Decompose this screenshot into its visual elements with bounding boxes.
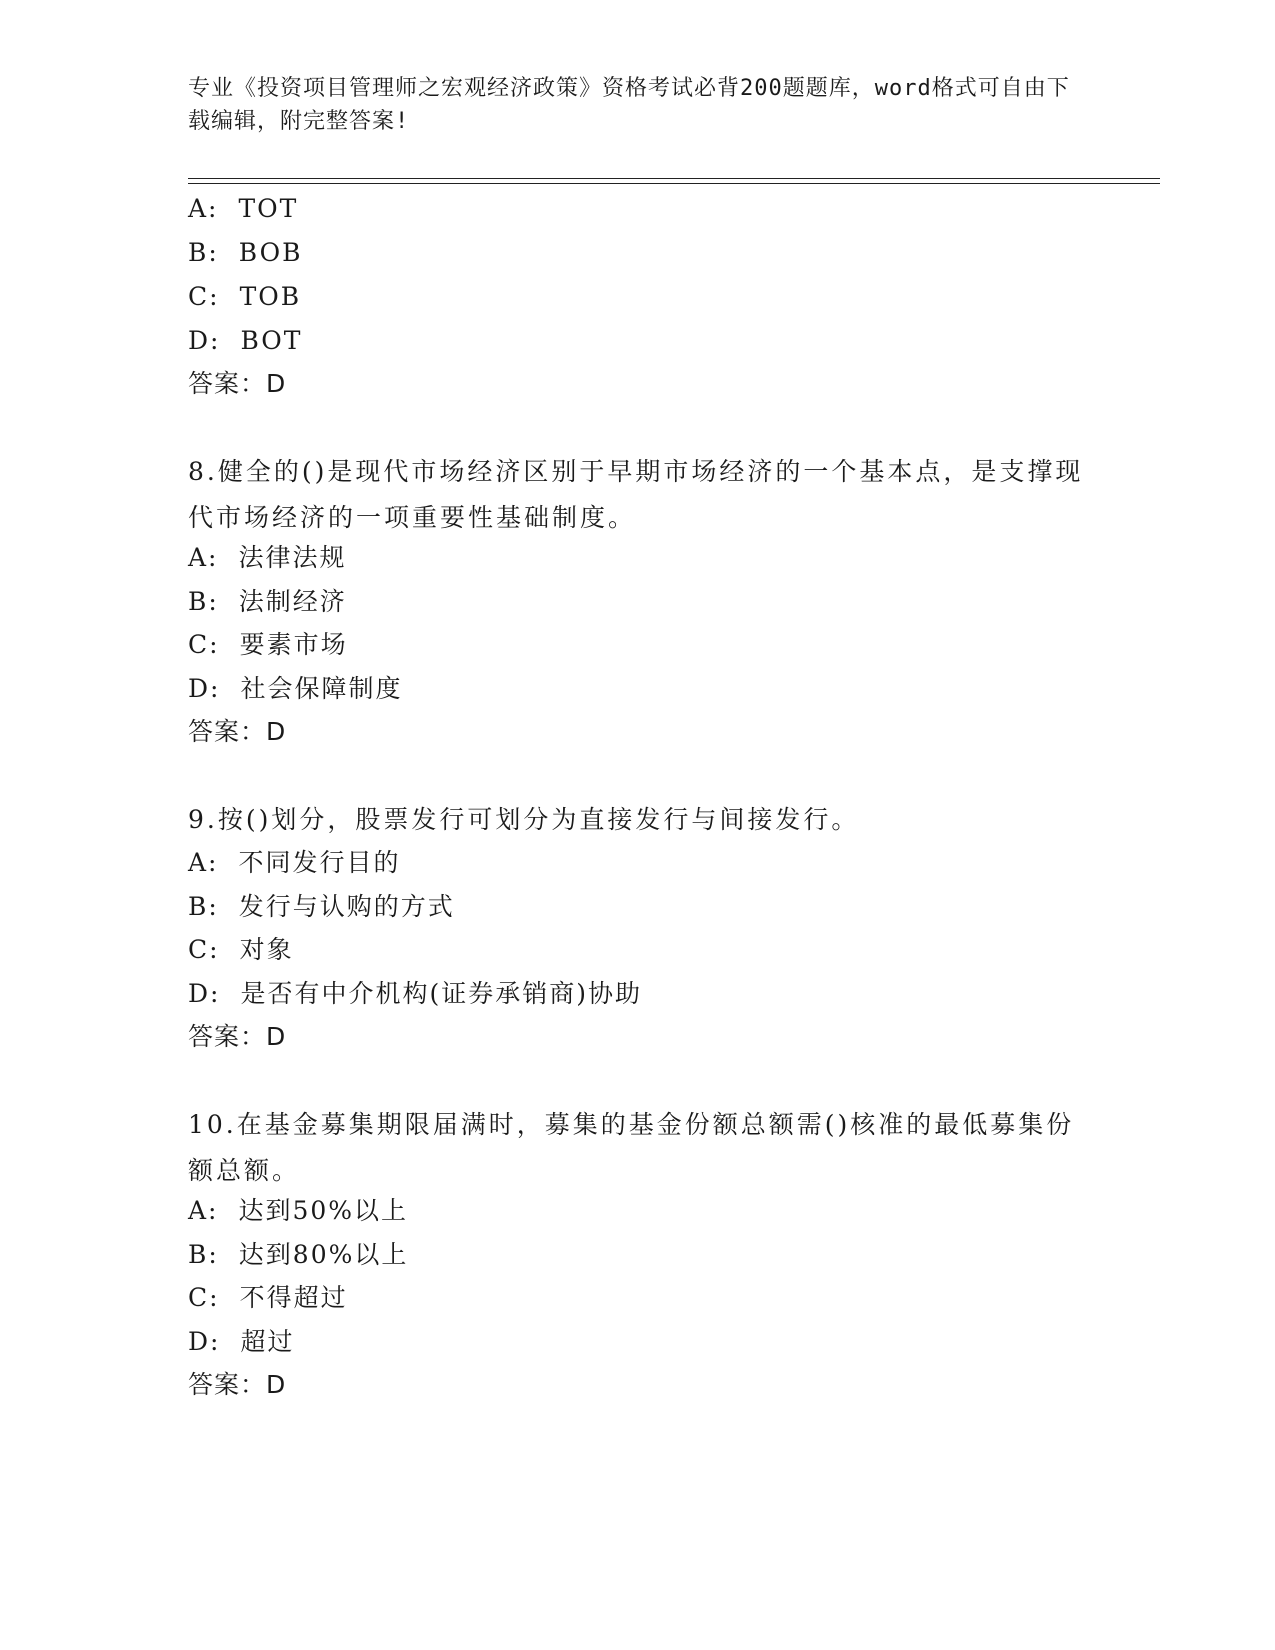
option-text: 社会保障制度 xyxy=(240,674,403,703)
q10-option-a xyxy=(188,1194,408,1228)
q8-option-a xyxy=(188,541,347,575)
option-key: D: xyxy=(188,979,221,1008)
q7-option-b xyxy=(188,236,303,270)
q8-option-d xyxy=(188,672,402,706)
option-key: D: xyxy=(188,326,221,355)
q10-option-b xyxy=(188,1238,408,1272)
q10-option-c xyxy=(188,1281,348,1315)
q9-option-b xyxy=(188,890,455,924)
option-text: 要素市场 xyxy=(239,630,348,659)
option-text: 是否有中介机构(证券承销商)协助 xyxy=(240,979,642,1008)
option-key: A: xyxy=(188,848,219,877)
q10-option-d xyxy=(188,1325,294,1359)
option-key: A: xyxy=(188,194,219,223)
option-key: A: xyxy=(188,543,219,572)
q8-answer: 答案：D xyxy=(188,717,287,746)
option-text: BOT xyxy=(240,326,303,355)
document-header: 专业《投资项目管理师之宏观经济政策》资格考试必背200题题库，word格式可自由下载编辑，附完整答案! xyxy=(188,76,1070,134)
option-key: B: xyxy=(188,1240,219,1269)
option-key: C: xyxy=(188,630,220,659)
option-text: 达到50%以上 xyxy=(238,1196,409,1225)
option-text: 超过 xyxy=(240,1327,295,1356)
option-text: TOT xyxy=(238,194,299,223)
option-key: D: xyxy=(188,674,221,703)
option-key: B: xyxy=(188,238,219,267)
option-key: C: xyxy=(188,282,220,311)
q8-stem: 8.健全的()是现代市场经济区别于早期市场经济的一个基本点，是支撑现代市场经济的一项重要性基础制度。 xyxy=(188,457,1084,532)
q7-option-c xyxy=(188,280,301,314)
option-key: D: xyxy=(188,1327,221,1356)
option-key: C: xyxy=(188,1283,220,1312)
q9-answer: 答案：D xyxy=(188,1022,287,1051)
q9-option-a xyxy=(188,846,401,880)
option-text: 不同发行目的 xyxy=(238,848,401,877)
q8-option-b xyxy=(188,585,347,619)
option-text: 达到80%以上 xyxy=(238,1240,409,1269)
option-text: 发行与认购的方式 xyxy=(238,892,455,921)
q7-option-d xyxy=(188,324,302,358)
option-text: 不得超过 xyxy=(239,1283,348,1312)
q7-answer: 答案：D xyxy=(188,369,287,398)
option-text: TOB xyxy=(239,282,302,311)
q10-answer: 答案：D xyxy=(188,1370,287,1399)
option-key: A: xyxy=(188,1196,219,1225)
q9-option-d xyxy=(188,977,642,1011)
option-key: B: xyxy=(188,587,219,616)
header-divider-bottom xyxy=(188,183,1160,184)
option-text: BOB xyxy=(238,238,303,267)
option-text: 法律法规 xyxy=(238,543,347,572)
q8-option-c xyxy=(188,628,348,662)
q7-option-a xyxy=(188,192,298,226)
q10-stem: 10.在基金募集期限届满时，募集的基金份额总额需()核准的最低募集份额总额。 xyxy=(188,1110,1075,1185)
q9-stem: 9.按()划分，股票发行可划分为直接发行与间接发行。 xyxy=(188,805,860,834)
option-text: 对象 xyxy=(239,935,294,964)
header-divider-top xyxy=(188,178,1160,179)
option-key: C: xyxy=(188,935,220,964)
option-text: 法制经济 xyxy=(238,587,347,616)
option-key: B: xyxy=(188,892,219,921)
q9-option-c xyxy=(188,933,294,967)
